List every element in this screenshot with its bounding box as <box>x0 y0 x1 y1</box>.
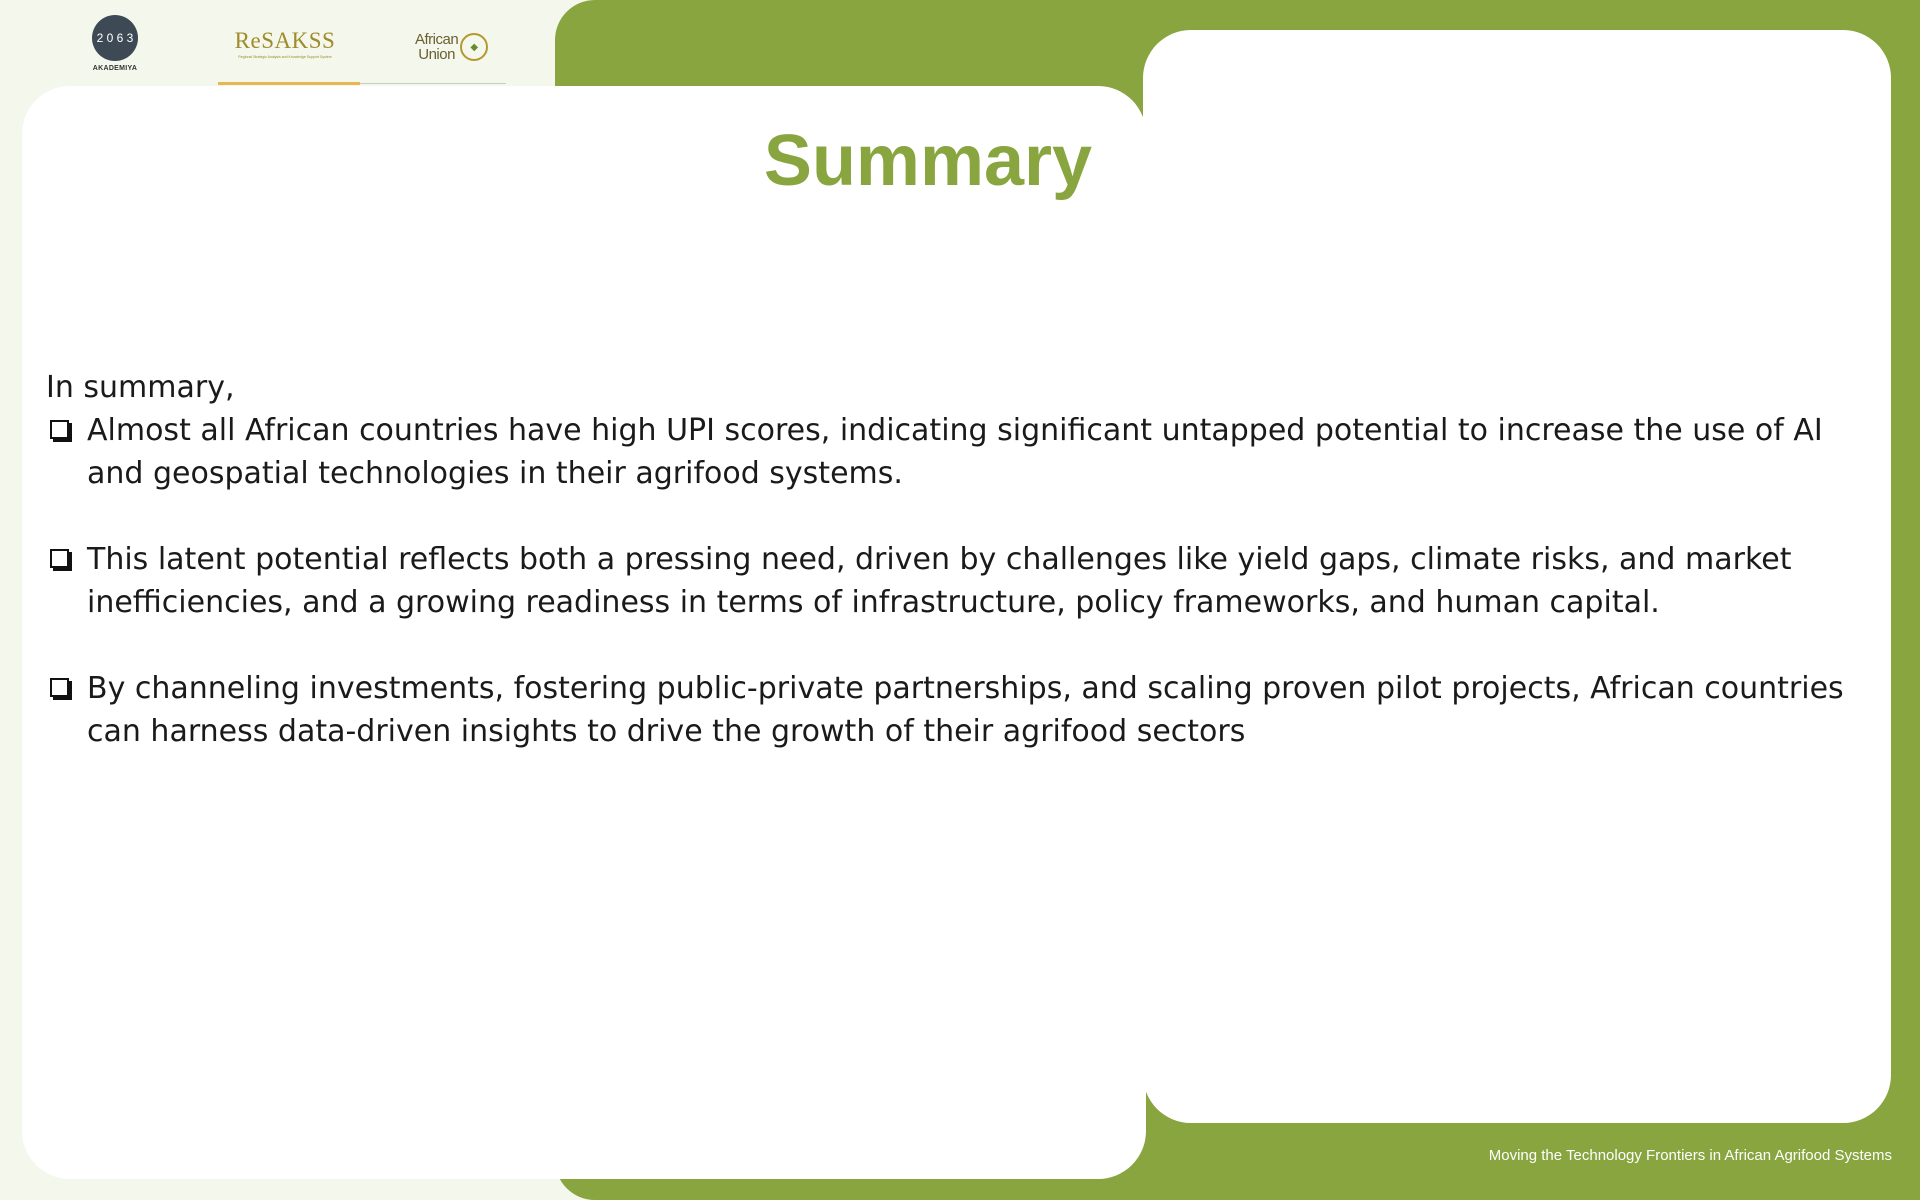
checkbox-square-icon <box>50 549 69 568</box>
slide-title: Summary <box>763 121 1093 201</box>
resakss-logo <box>215 28 355 59</box>
bullet-list <box>46 409 1876 753</box>
logo-divider-accent <box>218 82 360 85</box>
akademiya-emblem: 2 0 6 3 <box>92 15 138 61</box>
slide-body <box>46 366 1876 796</box>
checkbox-square-icon <box>50 678 69 697</box>
intro-text: In summary, <box>46 370 235 405</box>
bullet-item <box>46 409 1876 495</box>
african-union-wordmark: African Union <box>415 31 459 63</box>
footer-tagline: Moving the Technology Frontiers in African Agrifood Systems <box>1488 1147 1892 1164</box>
resakss-tagline: Regional Strategic Analysis and Knowledge Support System <box>238 55 332 59</box>
akademiya-name: AKADEMIYA <box>92 65 138 72</box>
bullet-item <box>46 667 1876 753</box>
akademiya-logo <box>80 15 150 72</box>
bullet-text: This latent potential reflects both a pressing need, driven by challenges like yield gaps, climate risks, and market inefficiencies, and a growing readiness in terms of infrastructure, policy frameworks, and human capital. <box>87 542 1792 620</box>
bullet-text: Almost all African countries have high UPI scores, indicating significant untapped potential to increase the use of AI and geospatial technologies in their agrifood systems. <box>87 413 1823 491</box>
resakss-name: ReSAKSS <box>234 28 336 53</box>
logo-strip <box>70 10 510 85</box>
bullet-item <box>46 538 1876 624</box>
checkbox-square-icon <box>50 420 69 439</box>
bullet-text: By channeling investments, fostering public-private partnerships, and scaling proven pilot projects, African countries can harness data-driven insights to drive the growth of their agrifood sectors <box>87 671 1844 749</box>
africa-map-icon: ◆ <box>460 33 488 61</box>
african-union-logo <box>415 32 505 62</box>
